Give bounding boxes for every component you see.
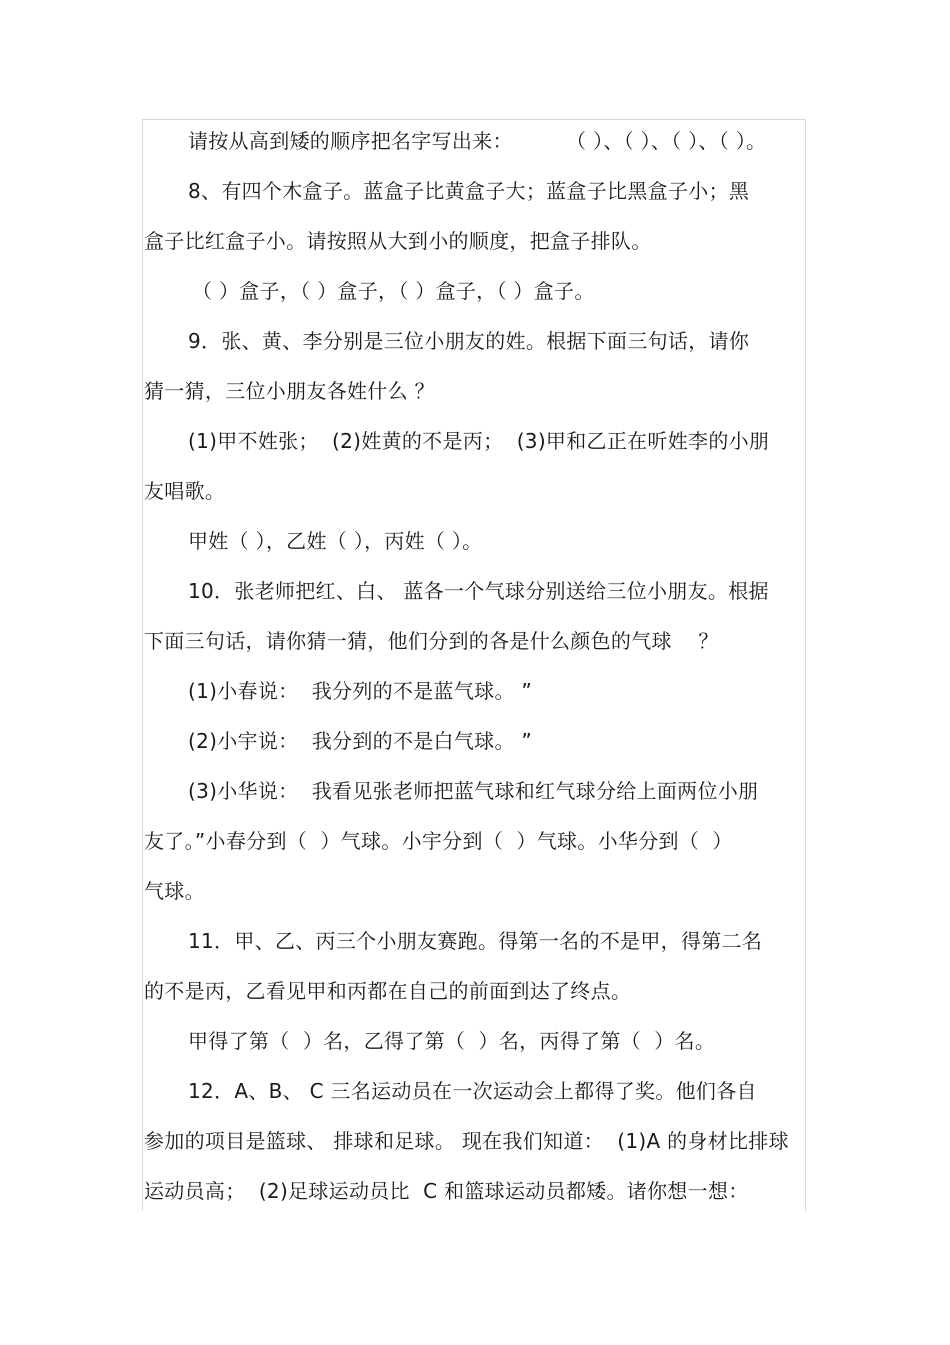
question-9-line-1: 9．张、黄、李分别是三位小朋友的姓。根据下面三句话，请你 <box>188 329 750 353</box>
question-10-line-2: 下面三句话，请你猜一猜，他们分到的各是什么颜色的气球 ？ <box>144 629 719 653</box>
question-10-answer-line-2: 气球。 <box>144 879 205 903</box>
question-10-answer-line-1: 友了。”小春分到（ ）气球。小宇分到（ ）气球。小华分到（ ） <box>144 829 733 853</box>
question-8-line-1: 8、有四个木盒子。蓝盒子比黄盒子大；蓝盒子比黑盒子小；黑 <box>188 179 750 203</box>
question-10-line-1: 10．张老师把红、白、 蓝各一个气球分别送给三位小朋友。根据 <box>188 579 769 603</box>
question-8-answer: （ ）盒子，（ ）盒子，（ ）盒子，（ ）盒子。 <box>192 279 595 303</box>
question-10-clue-1: (1)小春说： 我分列的不是蓝气球。 ” <box>188 679 533 703</box>
question-12-line-3: 运动员高； (2)足球运动员比 C 和篮球运动员都矮。诸你想一想： <box>144 1179 749 1203</box>
question-9-line-2: 猜一猜，三位小朋友各姓什么 ？ <box>144 379 435 403</box>
question-9-clues-line-1: (1)甲不姓张； (2)姓黄的不是丙； (3)甲和乙正在听姓李的小朋 <box>188 429 770 453</box>
question-10-clue-2: (2)小宇说： 我分到的不是白气球。 ” <box>188 729 533 753</box>
question-11-line-2: 的不是丙，乙看见甲和丙都在自己的前面到达了终点。 <box>144 979 632 1003</box>
question-11-line-1: 11．甲、乙、丙三个小朋友赛跑。得第一名的不是甲，得第二名 <box>188 929 763 953</box>
question-9-answer: 甲姓（ ），乙姓（ ），丙姓（ ）。 <box>188 529 483 553</box>
question-9-clues-line-2: 友唱歌。 <box>144 479 226 503</box>
question-12-line-2: 参加的项目是篮球、 排球和足球。 现在我们知道： (1)A 的身材比排球 <box>144 1129 789 1153</box>
question-10-clue-3: (3)小华说： 我看见张老师把蓝气球和红气球分给上面两位小朋 <box>188 779 759 803</box>
question-11-answer: 甲得了第（ ）名，乙得了第（ ）名，丙得了第（ ）名。 <box>188 1029 716 1053</box>
question-12-line-1: 12．A、B、 C 三名运动员在一次运动会上都得了奖。他们各自 <box>188 1079 757 1103</box>
text-line-1: 请按从高到矮的顺序把名字写出来： （ ）、（ ）、（ ）、（ ）。 <box>188 129 767 153</box>
question-8-line-2: 盒子比红盒子小。请按照从大到小的顺度，把盒子排队。 <box>144 229 652 253</box>
